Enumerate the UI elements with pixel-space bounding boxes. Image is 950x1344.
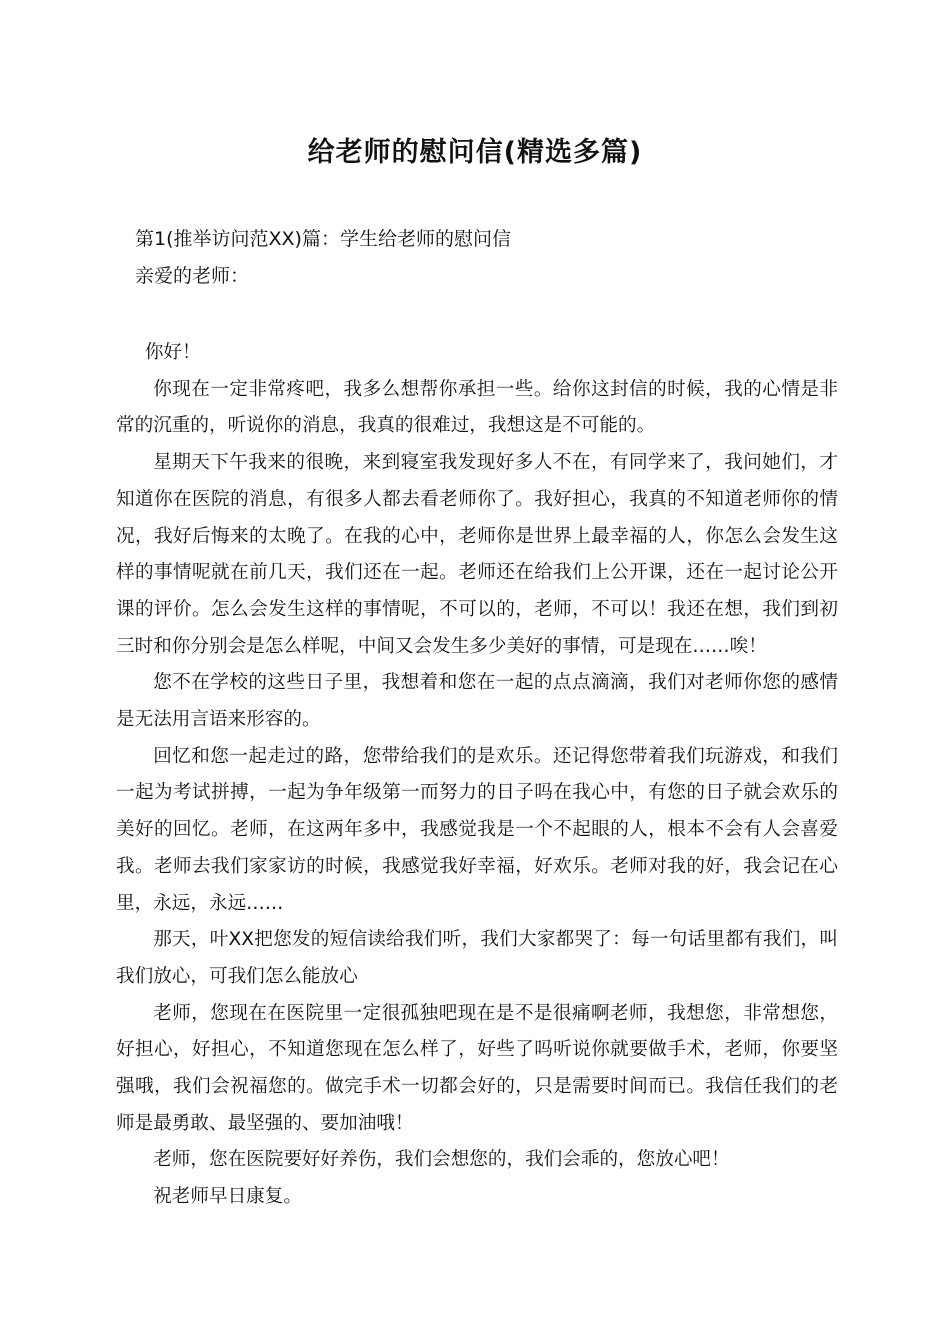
letter-paragraph: 星期天下午我来的很晚，来到寝室我发现好多人不在，有同学来了，我问她们，才知道你在医院的消息，有很多人都去看老师你了。我好担心，我真的不知道老师你的情况，我好后悔来的太晚了。在我的心中，老师你是世界上最幸福的人，你怎么会发生这样的事情呢就在前几天，我们还在一起。老师还在给我们上公开课，还在一起讨论公开课的评价。怎么会发生这样的事情呢，不可以的，老师，不可以！我还在想，我们到初三时和你分别会是怎么样呢，中间又会发生多少美好的事情，可是现在……唉！	[116, 452, 838, 657]
letter-paragraph: 你好！	[144, 342, 201, 363]
letter-paragraph: 你现在一定非常疼吧，我多么想帮你承担一些。给你这封信的时候，我的心情是非常的沉重的，听说你的消息，我真的很难过，我想这是不可能的。	[116, 378, 838, 437]
document-title: 给老师的慰问信(精选多篇)	[307, 137, 643, 168]
article-subheading: 第1(推举访问范XX)篇：学生给老师的慰问信	[135, 228, 511, 250]
letter-paragraph: 老师，您现在在医院里一定很孤独吧现在是不是很痛啊老师，我想您，非常想您，好担心，好担心，不知道您现在怎么样了，好些了吗听说你就要做手术，老师，你要坚强哦，我们会祝福您的。做完手术一切都会好的，只是需要时间而已。我信任我们的老师是最勇敢、最坚强的、要加油哦！	[116, 1002, 838, 1134]
letter-paragraph: 那天，叶XX把您发的短信读给我们听，我们大家都哭了：每一句话里都有我们，叫我们放心，可我们怎么能放心	[116, 929, 838, 987]
letter-paragraph: 回忆和您一起走过的路，您带给我们的是欢乐。还记得您带着我们玩游戏，和我们一起为考试拼搏，一起为争年级第一而努力的日子吗在我心中，有您的日子就会欢乐的美好的回忆。老师，在这两年多中，我感觉我是一个不起眼的人，根本不会有人会喜爱我。老师去我们家家访的时候，我感觉我好幸福，好欢乐。老师对我的好，我会记在心里，永远，永远……	[116, 745, 838, 914]
letter-paragraph: 老师，您在医院要好好养伤，我们会想您的，我们会乖的，您放心吧！	[153, 1149, 730, 1171]
letter-salutation: 亲爱的老师：	[135, 265, 250, 287]
letter-closing: 祝老师早日康复。	[153, 1186, 302, 1208]
letter-paragraph: 您不在学校的这些日子里，我想着和您在一起的点点滴滴，我们对老师你您的感情是无法用言语来形容的。	[116, 672, 838, 731]
letter-body	[116, 335, 838, 1216]
